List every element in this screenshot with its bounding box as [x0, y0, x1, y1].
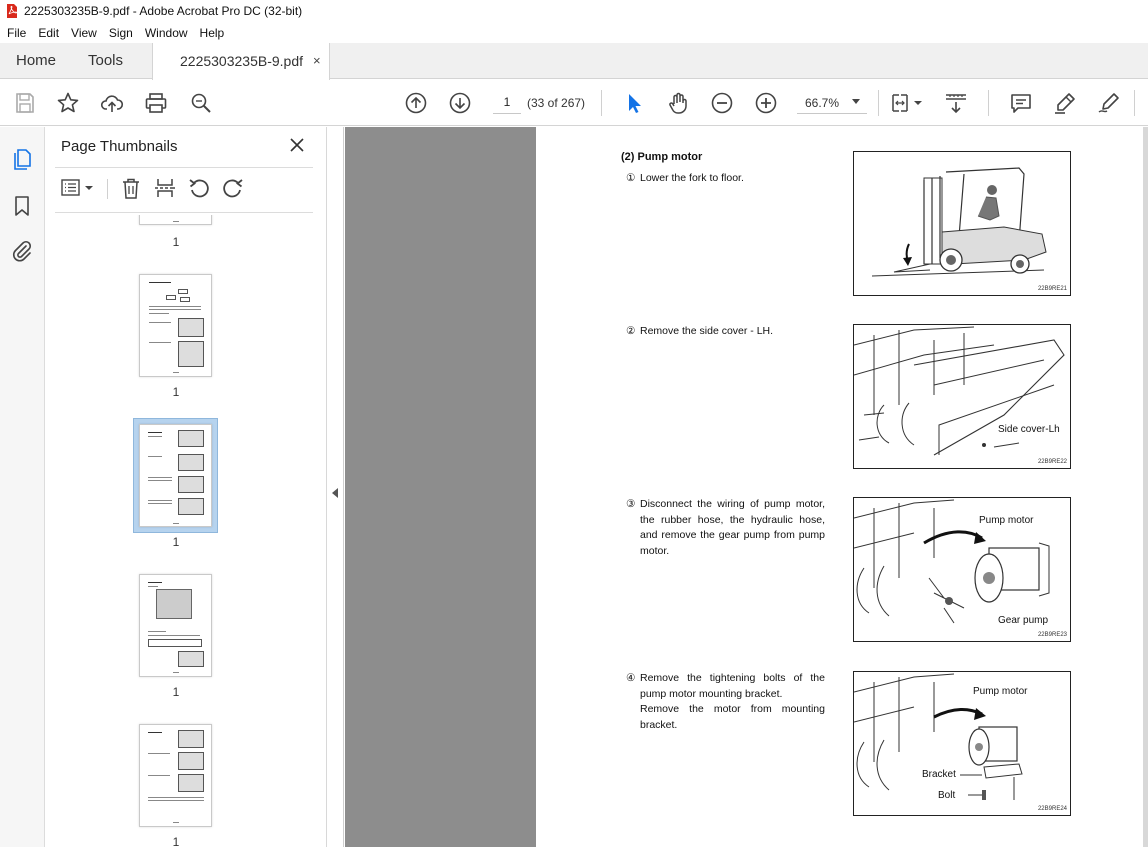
star-icon[interactable] — [56, 91, 80, 115]
figure-code: 22B9RE23 — [1037, 632, 1067, 638]
delete-page-icon[interactable] — [120, 177, 142, 199]
menu-edit[interactable]: Edit — [38, 25, 60, 40]
toolbar-divider — [1134, 90, 1135, 116]
figure-label: Side cover-Lh — [998, 424, 1060, 435]
rotate-left-icon[interactable] — [188, 177, 210, 199]
rotate-right-icon[interactable] — [222, 177, 244, 199]
menu-file[interactable]: File — [7, 25, 27, 40]
figure-code: 22B9RE21 — [1037, 286, 1067, 292]
figure-side-cover — [853, 324, 1071, 469]
tab-home[interactable]: Home — [16, 52, 57, 69]
thumbnail-page-label: 1 — [172, 685, 180, 699]
step-text: Disconnect the wiring of pump motor, the rubber hose, the hydraulic hose, and remove the gear pump from pump motor. — [640, 498, 825, 557]
toolbar — [0, 80, 1148, 126]
menu-help[interactable]: Help — [199, 25, 225, 40]
step-3 — [626, 497, 836, 557]
chevron-down-icon — [852, 99, 860, 104]
thumbnail-page-label: 1 — [172, 385, 180, 399]
thumbnail-list — [45, 215, 303, 847]
figure-bracket — [853, 671, 1071, 816]
window-title: 2225303235B-9.pdf - Adobe Acrobat Pro DC (32-bit) — [24, 4, 303, 18]
step-text-line: Remove the motor from mounting bracket. — [640, 703, 825, 731]
panel-divider — [55, 212, 313, 213]
acrobat-pdf-icon — [6, 4, 18, 18]
step-number: ④ — [626, 672, 636, 684]
thumbnail-options-icon[interactable] — [61, 177, 95, 199]
step-text: Lower the fork to floor. — [640, 172, 744, 184]
thumbnail-page-label: 1 — [172, 835, 180, 847]
step-number: ② — [626, 325, 636, 337]
page-thumbnail[interactable] — [139, 274, 212, 377]
zoom-dropdown[interactable] — [797, 90, 867, 114]
select-arrow-icon[interactable] — [622, 91, 646, 115]
tab-close-icon[interactable]: × — [313, 53, 321, 68]
step-1 — [626, 171, 836, 187]
tab-document-label: 2225303235B-9.pdf — [180, 53, 303, 69]
page-number-input[interactable] — [493, 90, 521, 114]
panel-divider — [55, 167, 313, 168]
hand-icon[interactable] — [666, 91, 690, 115]
comment-icon[interactable] — [1009, 91, 1033, 115]
print-icon[interactable] — [144, 91, 168, 115]
menu-window[interactable]: Window — [144, 25, 188, 40]
step-number: ③ — [626, 498, 636, 510]
zoom-in-icon[interactable] — [754, 91, 778, 115]
thumbnails-panel — [45, 127, 327, 847]
sign-icon[interactable] — [1097, 91, 1121, 115]
zoom-out-icon[interactable] — [710, 91, 734, 115]
pdf-page — [536, 127, 1148, 847]
figure-label: Pump motor — [979, 515, 1034, 526]
split-page-icon[interactable] — [154, 177, 176, 199]
toolbar-divider — [601, 90, 602, 116]
menu-sign[interactable]: Sign — [108, 25, 133, 40]
zoom-value: 66.7% — [805, 96, 840, 110]
panel-tool-divider — [107, 179, 108, 199]
figure-label: Bracket — [922, 769, 956, 780]
tab-document[interactable] — [152, 43, 330, 80]
close-icon[interactable] — [289, 137, 305, 153]
page-count: (33 of 267) — [527, 96, 586, 110]
thumbnail-page-label: 1 — [172, 235, 180, 249]
figure-code: 22B9RE24 — [1037, 806, 1067, 812]
menu-bar — [0, 22, 1148, 43]
figure-label: Pump motor — [973, 686, 1028, 697]
collapse-arrow-icon — [332, 488, 338, 498]
section-title: (2) Pump motor — [621, 151, 703, 163]
attachment-icon[interactable] — [10, 239, 34, 263]
highlight-icon[interactable] — [1053, 91, 1077, 115]
figure-label: Gear pump — [998, 615, 1049, 626]
step-text-line: Remove the tightening bolts of the pump motor mounting bracket. — [640, 672, 825, 700]
step-text: Remove the side cover - LH. — [640, 325, 774, 337]
next-page-icon[interactable] — [448, 91, 472, 115]
bookmark-icon[interactable] — [10, 194, 34, 218]
page-fit-icon[interactable] — [890, 91, 924, 115]
right-edge-border — [1143, 127, 1148, 847]
toolbar-divider — [988, 90, 989, 116]
panel-title: Page Thumbnails — [61, 138, 178, 155]
panel-collapse-handle[interactable] — [328, 127, 344, 847]
step-4 — [626, 671, 836, 735]
page-thumbnail[interactable] — [139, 724, 212, 827]
step-2 — [626, 324, 836, 340]
toolbar-divider — [878, 90, 879, 116]
page-thumbnails-icon[interactable] — [10, 147, 34, 171]
title-bar — [0, 0, 1148, 22]
navigation-rail — [0, 127, 45, 847]
page-thumbnail[interactable] — [139, 215, 212, 225]
page-thumbnail-selected[interactable] — [139, 424, 212, 527]
menu-view[interactable]: View — [71, 25, 97, 40]
save-icon[interactable] — [13, 91, 37, 115]
search-zoom-icon[interactable] — [189, 91, 213, 115]
tab-tools[interactable]: Tools — [88, 52, 124, 69]
figure-forklift — [853, 151, 1071, 296]
page-thumbnail[interactable] — [139, 574, 212, 677]
scroll-mode-icon[interactable] — [944, 91, 968, 115]
figure-code: 22B9RE22 — [1037, 459, 1067, 465]
previous-page-icon[interactable] — [404, 91, 428, 115]
tab-bar — [0, 43, 1148, 79]
thumbnail-page-label: 1 — [172, 535, 180, 549]
document-viewer[interactable] — [345, 127, 1148, 847]
step-text — [640, 671, 825, 733]
figure-label: Bolt — [938, 790, 956, 801]
figure-pump-motor — [853, 497, 1071, 642]
step-number: ① — [626, 172, 636, 184]
upload-icon[interactable] — [100, 91, 124, 115]
